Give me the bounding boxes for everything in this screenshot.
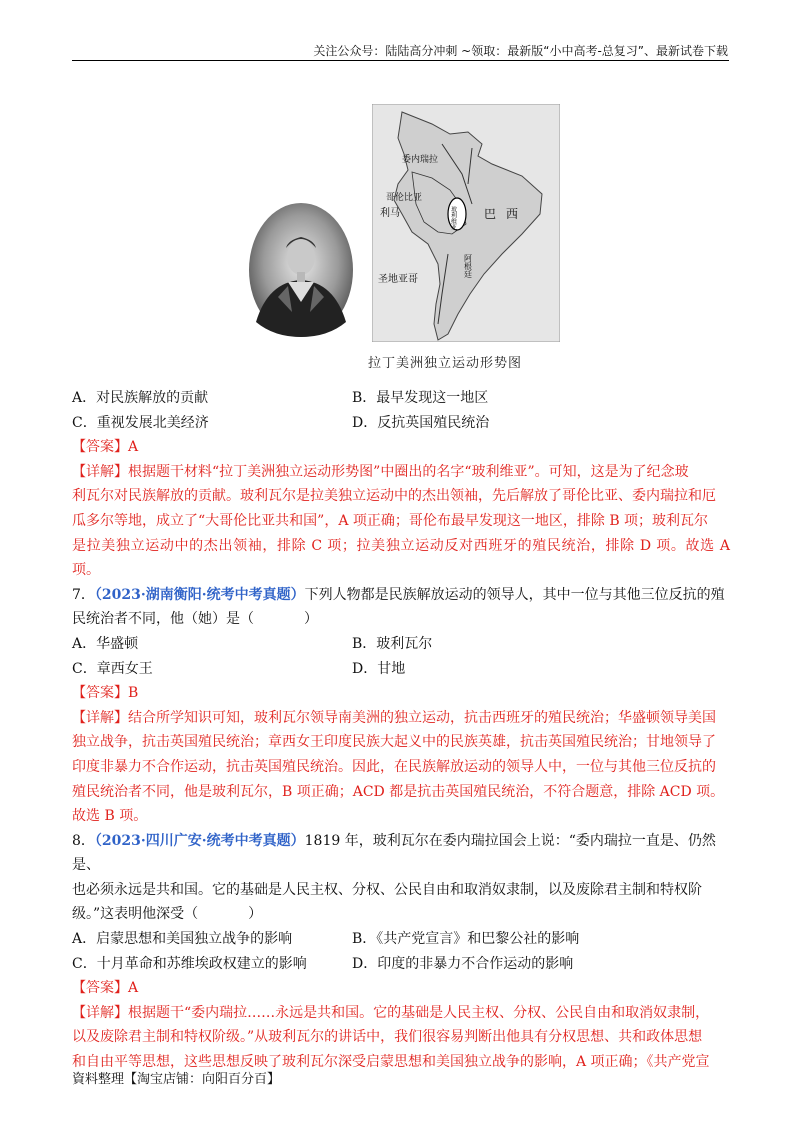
q8-stem-close: ）: [248, 906, 263, 923]
map-label-venezuela: 委内瑞拉: [402, 155, 439, 165]
q7-detail: [72, 706, 730, 829]
bolivar-portrait: [248, 202, 354, 338]
q6-detail-line: 利瓦尔对民族解放的贡献。玻利瓦尔是拉美独立运动中的杰出领袖，先后解放了哥伦比亚、委内瑞拉和厄: [72, 488, 716, 505]
q8-detail-line: 以及废除君主制和特权阶级。”从玻利瓦尔的讲话中，我们很容易判断出他具有分权思想、共和政体思想: [72, 1029, 703, 1046]
q6-detail-line: 【详解】根据题干材料“拉丁美洲独立运动形势图”中圈出的名字“玻利维亚”。可知，这是为了纪念玻: [72, 463, 689, 480]
q7-detail-line: 印度非暴力不合作运动，抗击英国殖民统治。因此，在民族解放运动的领导人中，一位与其他三位反抗的: [72, 758, 716, 775]
q8-option-d: D．印度的非暴力不合作运动的影响: [352, 955, 574, 972]
q7-detail-line: 殖民统治者不同，他是玻利瓦尔，B 项正确；ACD 都是抗击英国殖民统治，不符合题意，排除 ACD 项。: [72, 783, 725, 800]
q6-detail-line: 瓜多尔等地，成立了“大哥伦比亚共和国”，A 项正确；哥伦布最早发现这一地区，排除 B 项；玻利瓦尔: [72, 512, 709, 529]
map-label-lima: 利马: [380, 208, 400, 219]
q6-option-a: A．对民族解放的贡献: [72, 390, 209, 406]
q8-stem-line2: 也必须永远是共和国。它的基础是人民主权、分权、公民自由和取消奴隶制，以及废除君主制和特权阶: [72, 881, 702, 898]
q6-options-row-2: [72, 411, 730, 436]
q7-answer: 【答案】B: [72, 685, 139, 702]
q7-detail-line: 独立战争，抗击英国殖民统治；章西女王印度民族大起义中的民族英雄，抗击英国殖民统治；甘地领导了: [72, 734, 716, 751]
q8-stem-line3: 级。”这表明他深受（: [72, 906, 199, 923]
q7-options-row-1: [72, 632, 730, 657]
q8-option-a: A．启蒙思想和美国独立战争的影响: [72, 931, 293, 948]
map-label-bolivia: 玻利维亚: [449, 206, 457, 230]
map-label-brazil: 巴西: [484, 207, 529, 221]
q7-option-d: D．甘地: [352, 660, 406, 677]
q7-stem-close: ）: [304, 611, 318, 628]
q7-option-a: A．华盛顿: [72, 635, 139, 652]
q6-option-c: C．重视发展北美经济: [72, 414, 209, 431]
q7-option-c: C．章西女王: [72, 660, 153, 677]
q7-option-b: B．玻利瓦尔: [352, 635, 433, 652]
q7-options-row-2: [72, 657, 730, 682]
map-label-colombia: 哥伦比亚: [386, 193, 423, 203]
q6-answer: 【答案】A: [72, 439, 139, 456]
q8-option-b: B．《共产党宣言》和巴黎公社的影响: [352, 931, 580, 948]
q7-stem-line1: 下列人物都是民族解放运动的领导人，其中一位与其他三位反抗的殖: [304, 586, 725, 603]
map-caption: 拉丁美洲独立运动形势图: [368, 356, 523, 371]
q7-detail-line: 故选 B 项。: [72, 808, 148, 825]
q8-detail-line: 和自由平等思想，这些思想反映了玻利瓦尔深受启蒙思想和美国独立战争的影响，A 项正确；《共产党宣: [72, 1054, 710, 1071]
q7-detail-line: 【详解】结合所学知识可知，玻利瓦尔领导南美洲的独立运动，抗击西班牙的殖民统治；华盛顿领导美国: [72, 709, 716, 726]
q7-number: 7．: [72, 586, 95, 603]
q6-options-row-1: [72, 386, 730, 411]
q8-source: （2023·四川广安·统考中考真题）: [94, 832, 305, 849]
content: [72, 386, 730, 1075]
map-label-argentina: 阿根廷: [463, 254, 473, 278]
q8-option-c: C．十月革命和苏维埃政权建立的影响: [72, 955, 307, 972]
header-divider: [72, 60, 729, 61]
q8-detail-line: 【详解】根据题干“委内瑞拉……永远是共和国。它的基础是人民主权、分权、公民自由和取消奴隶制，: [72, 1004, 710, 1021]
q8-number: 8．: [72, 832, 95, 849]
q7-source: （2023·湖南衡阳·统考中考真题）: [94, 586, 305, 603]
q8-stem-line1: 1819 年，玻利瓦尔在委内瑞拉国会上说：“委内瑞拉一直是、仍然是、: [72, 832, 716, 874]
q8-detail: [72, 1001, 730, 1075]
question-7: [72, 583, 730, 632]
page-header: 关注公众号：陆陆高分冲刺 ~领取：最新版“小中高考-总复习”、最新试卷下载: [313, 44, 728, 58]
q6-option-d: D．反抗英国殖民统治: [352, 414, 490, 431]
map-label-santiago: 圣地亚哥: [378, 274, 418, 285]
question-8: [72, 829, 730, 927]
q6-option-b: B．最早发现这一地区: [352, 390, 489, 406]
page-footer: 資料整理【淘宝店铺：向阳百分百】: [72, 1072, 281, 1087]
q8-options-row-2: [72, 952, 730, 977]
q8-answer: 【答案】A: [72, 980, 139, 997]
latin-america-map: [372, 104, 560, 342]
q6-detail: [72, 460, 730, 583]
q8-options-row-1: [72, 927, 730, 952]
figure: [248, 104, 558, 384]
q6-detail-line: 是拉美独立运动中的杰出领袖，排除 C 项；拉美独立运动反对西班牙的殖民统治，排除 D 项。故选 A 项。: [72, 537, 730, 579]
q7-stem-line2: 民统治者不同，他（她）是（: [72, 611, 254, 628]
